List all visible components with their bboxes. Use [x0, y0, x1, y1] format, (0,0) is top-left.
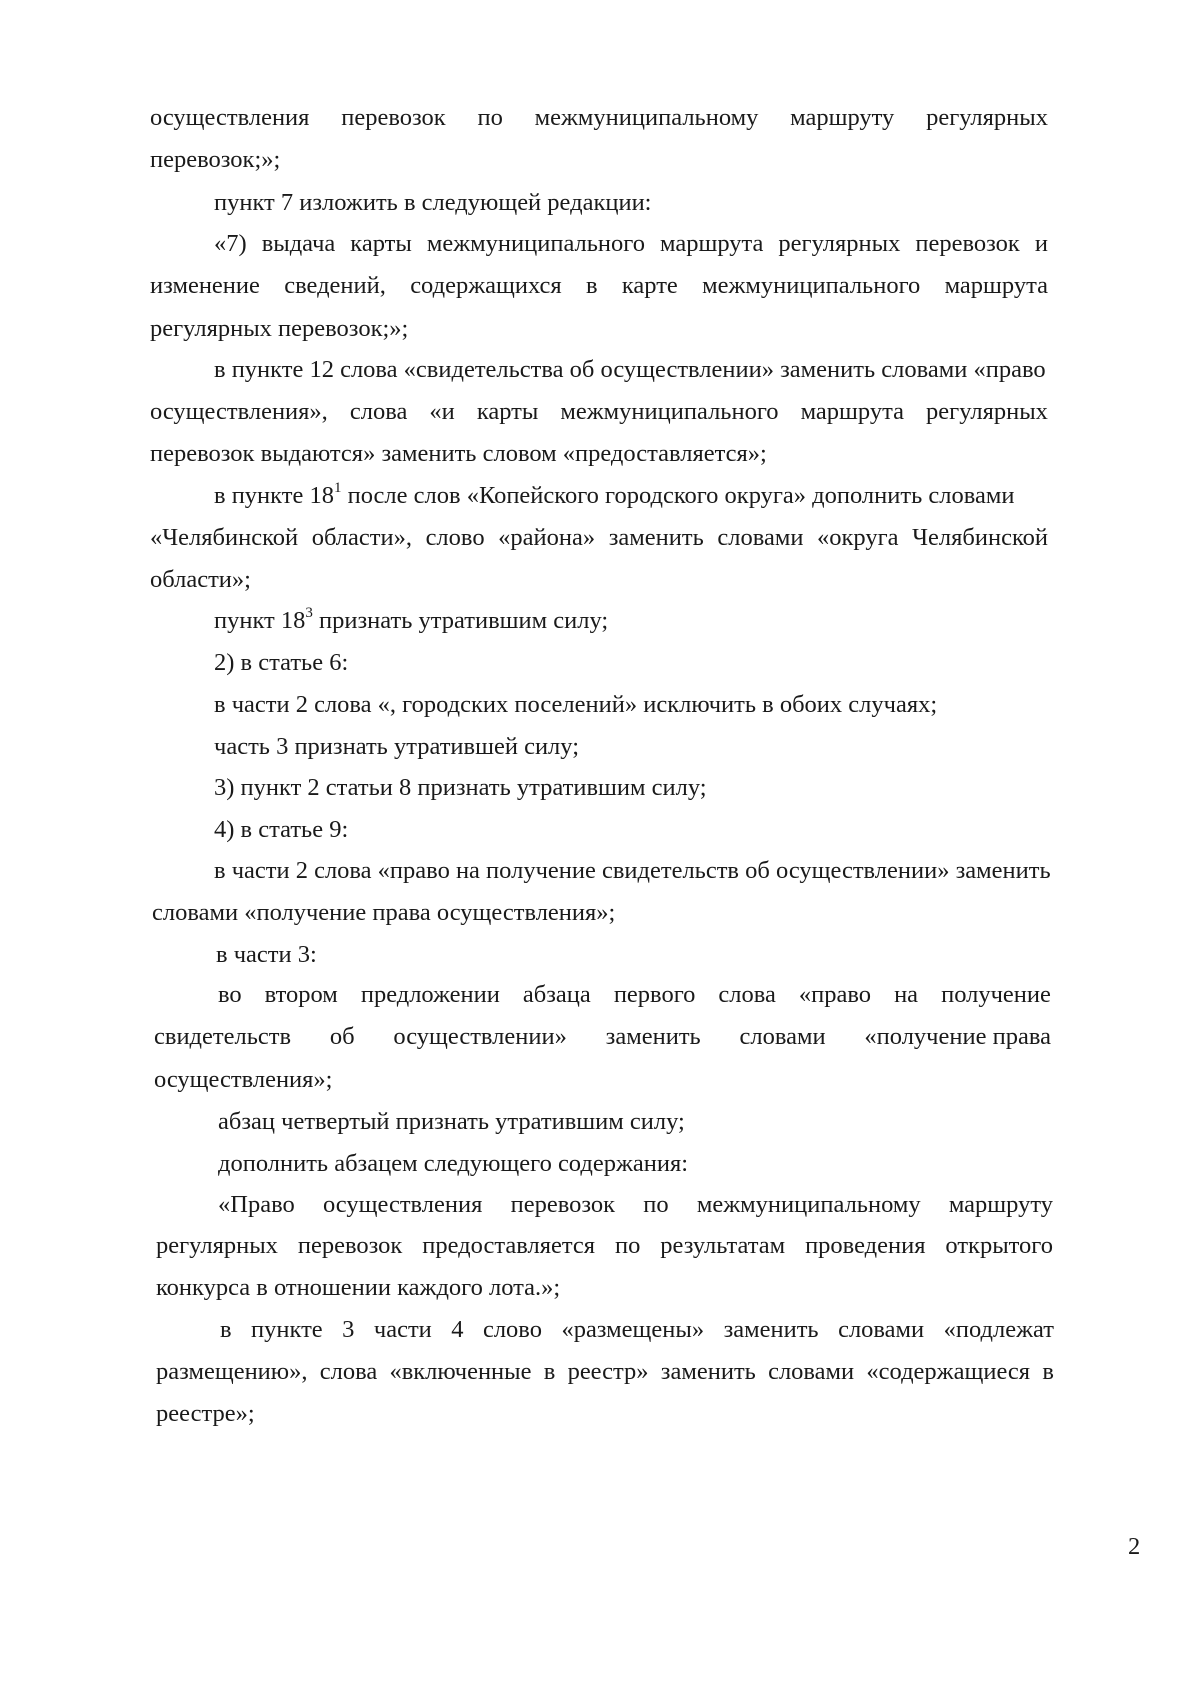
- word: втором: [264, 981, 338, 1008]
- word: получение: [941, 981, 1051, 1008]
- word: межмуниципального: [560, 398, 779, 425]
- text-line: пункт 7 изложить в следующей редакции:: [214, 189, 652, 216]
- word: выдача: [261, 230, 336, 257]
- word: заменить: [660, 1358, 756, 1385]
- word: об: [329, 1023, 355, 1050]
- text-line: 4) в статье 9:: [214, 816, 349, 843]
- word: осуществлении»: [393, 1023, 567, 1050]
- text-line: перевозок выдаются» заменить словом «предоставляется»;: [150, 440, 767, 467]
- word: свидетельств: [154, 1023, 292, 1050]
- word: заменить: [608, 524, 704, 551]
- text-line: в части 2 слова «право на получение свидетельств об осуществлении» заменить: [214, 857, 1051, 884]
- word: перевозок: [915, 230, 1020, 257]
- word: слово: [482, 1316, 542, 1343]
- text-line: реестре»;: [156, 1400, 255, 1427]
- word: слова: [718, 981, 776, 1008]
- text-line: конкурса в отношении каждого лота.»;: [156, 1274, 561, 1301]
- superscript: 3: [305, 604, 313, 621]
- word: 4: [451, 1316, 464, 1343]
- text-line: часть 3 признать утратившей силу;: [214, 733, 580, 760]
- word: «района»: [498, 524, 596, 551]
- text-line: в пункте $18^1$ после слов «Копейского городского округа» дополнить словами: [214, 479, 1015, 509]
- word: предложении: [360, 981, 500, 1008]
- text-line: [150, 523, 1048, 553]
- word: маршруту: [790, 104, 895, 131]
- word: содержащихся: [410, 272, 562, 299]
- text-line: [156, 1231, 1053, 1261]
- word: в: [220, 1316, 232, 1343]
- word: регулярных: [926, 398, 1048, 425]
- word: по: [614, 1232, 641, 1259]
- word: заменить: [605, 1023, 701, 1050]
- text-line: [218, 980, 1051, 1010]
- word: заменить: [723, 1316, 819, 1343]
- word: карты: [476, 398, 539, 425]
- text-line: пункт $18^3$ признать утратившим силу;: [214, 604, 609, 634]
- word: словами: [717, 524, 804, 551]
- word: области»,: [311, 524, 412, 551]
- word: «получение права: [864, 1023, 1051, 1050]
- word: «содержащиеся: [866, 1358, 1031, 1385]
- word: межмуниципальному: [696, 1191, 921, 1218]
- word: перевозок: [297, 1232, 403, 1259]
- word: «включенные: [389, 1358, 532, 1385]
- word: маршрута: [944, 272, 1048, 299]
- word: открытого: [945, 1232, 1053, 1259]
- text-line: абзац четвертый признать утратившим силу;: [218, 1108, 685, 1135]
- word: изменение: [150, 272, 260, 299]
- page-number: 2: [1128, 1533, 1141, 1560]
- word: «право: [798, 981, 872, 1008]
- word: Челябинской: [912, 524, 1048, 551]
- word: и: [1034, 230, 1048, 257]
- word: слова: [319, 1358, 378, 1385]
- word: на: [894, 981, 919, 1008]
- text-line: [214, 229, 1048, 259]
- word: по: [477, 104, 503, 131]
- word: части: [373, 1316, 432, 1343]
- word: по: [643, 1191, 669, 1218]
- word: 3: [342, 1316, 355, 1343]
- word: перевозок: [510, 1191, 616, 1218]
- word: словами: [768, 1358, 855, 1385]
- word: межмуниципального: [426, 230, 645, 257]
- word: «подлежат: [943, 1316, 1054, 1343]
- word: осуществления: [150, 104, 310, 131]
- text-line: [150, 397, 1048, 427]
- word: проведения: [805, 1232, 926, 1259]
- word: «7): [214, 230, 247, 257]
- word: словами: [739, 1023, 826, 1050]
- word: словами: [838, 1316, 925, 1343]
- text-line: в части 3:: [216, 941, 317, 968]
- text-line: 3) пункт 2 статьи 8 признать утратившим силу;: [214, 774, 707, 801]
- text-line: [150, 103, 1048, 133]
- word: регулярных: [156, 1232, 278, 1259]
- text-line: 2) в статье 6:: [214, 649, 349, 676]
- superscript: 1: [333, 479, 342, 496]
- text-line: [220, 1315, 1054, 1345]
- word: межмуниципального: [702, 272, 921, 299]
- word: пункте: [251, 1316, 323, 1343]
- word: маршруту: [948, 1191, 1053, 1218]
- word: слова: [349, 398, 408, 425]
- word: регулярных: [926, 104, 1048, 131]
- word: результатам: [660, 1232, 786, 1259]
- word: в: [585, 272, 598, 299]
- text-line: области»;: [150, 566, 251, 593]
- text-line: дополнить абзацем следующего содержания:: [218, 1150, 689, 1177]
- text-line: в пункте 12 слова «свидетельства об осуществлении» заменить словами «право: [214, 356, 1046, 383]
- word: карты: [350, 230, 412, 257]
- word: «и: [429, 398, 455, 425]
- word: регулярных: [778, 230, 901, 257]
- word: размещению»,: [156, 1358, 308, 1385]
- word: реестр»: [567, 1358, 649, 1385]
- word: межмуниципальному: [534, 104, 759, 131]
- text-line: [218, 1190, 1053, 1220]
- text-line: [150, 271, 1048, 301]
- text-line: [156, 1357, 1054, 1387]
- text-line: словами «получение права осуществления»;: [152, 899, 616, 926]
- word: маршрута: [660, 230, 764, 257]
- word: слово: [425, 524, 485, 551]
- word: осуществления: [322, 1191, 483, 1218]
- word: в: [543, 1358, 556, 1385]
- word: сведений,: [284, 272, 386, 299]
- text-line: регулярных перевозок;»;: [150, 315, 409, 342]
- word: «размещены»: [561, 1316, 705, 1343]
- word: маршрута: [800, 398, 904, 425]
- text-line: осуществления»;: [154, 1066, 333, 1093]
- word: «Челябинской: [150, 524, 299, 551]
- word: предоставляется: [422, 1232, 596, 1259]
- word: «Право: [218, 1191, 295, 1218]
- text-line: в части 2 слова «, городских поселений» исключить в обоих случаях;: [214, 691, 938, 718]
- word: абзаца: [522, 981, 591, 1008]
- text-line: перевозок;»;: [150, 146, 281, 173]
- word: во: [218, 981, 242, 1008]
- word: «округа: [817, 524, 899, 551]
- text-line: [154, 1022, 1051, 1052]
- word: осуществления»,: [150, 398, 328, 425]
- word: перевозок: [341, 104, 446, 131]
- word: в: [1042, 1358, 1054, 1385]
- word: первого: [613, 981, 696, 1008]
- word: карте: [621, 272, 678, 299]
